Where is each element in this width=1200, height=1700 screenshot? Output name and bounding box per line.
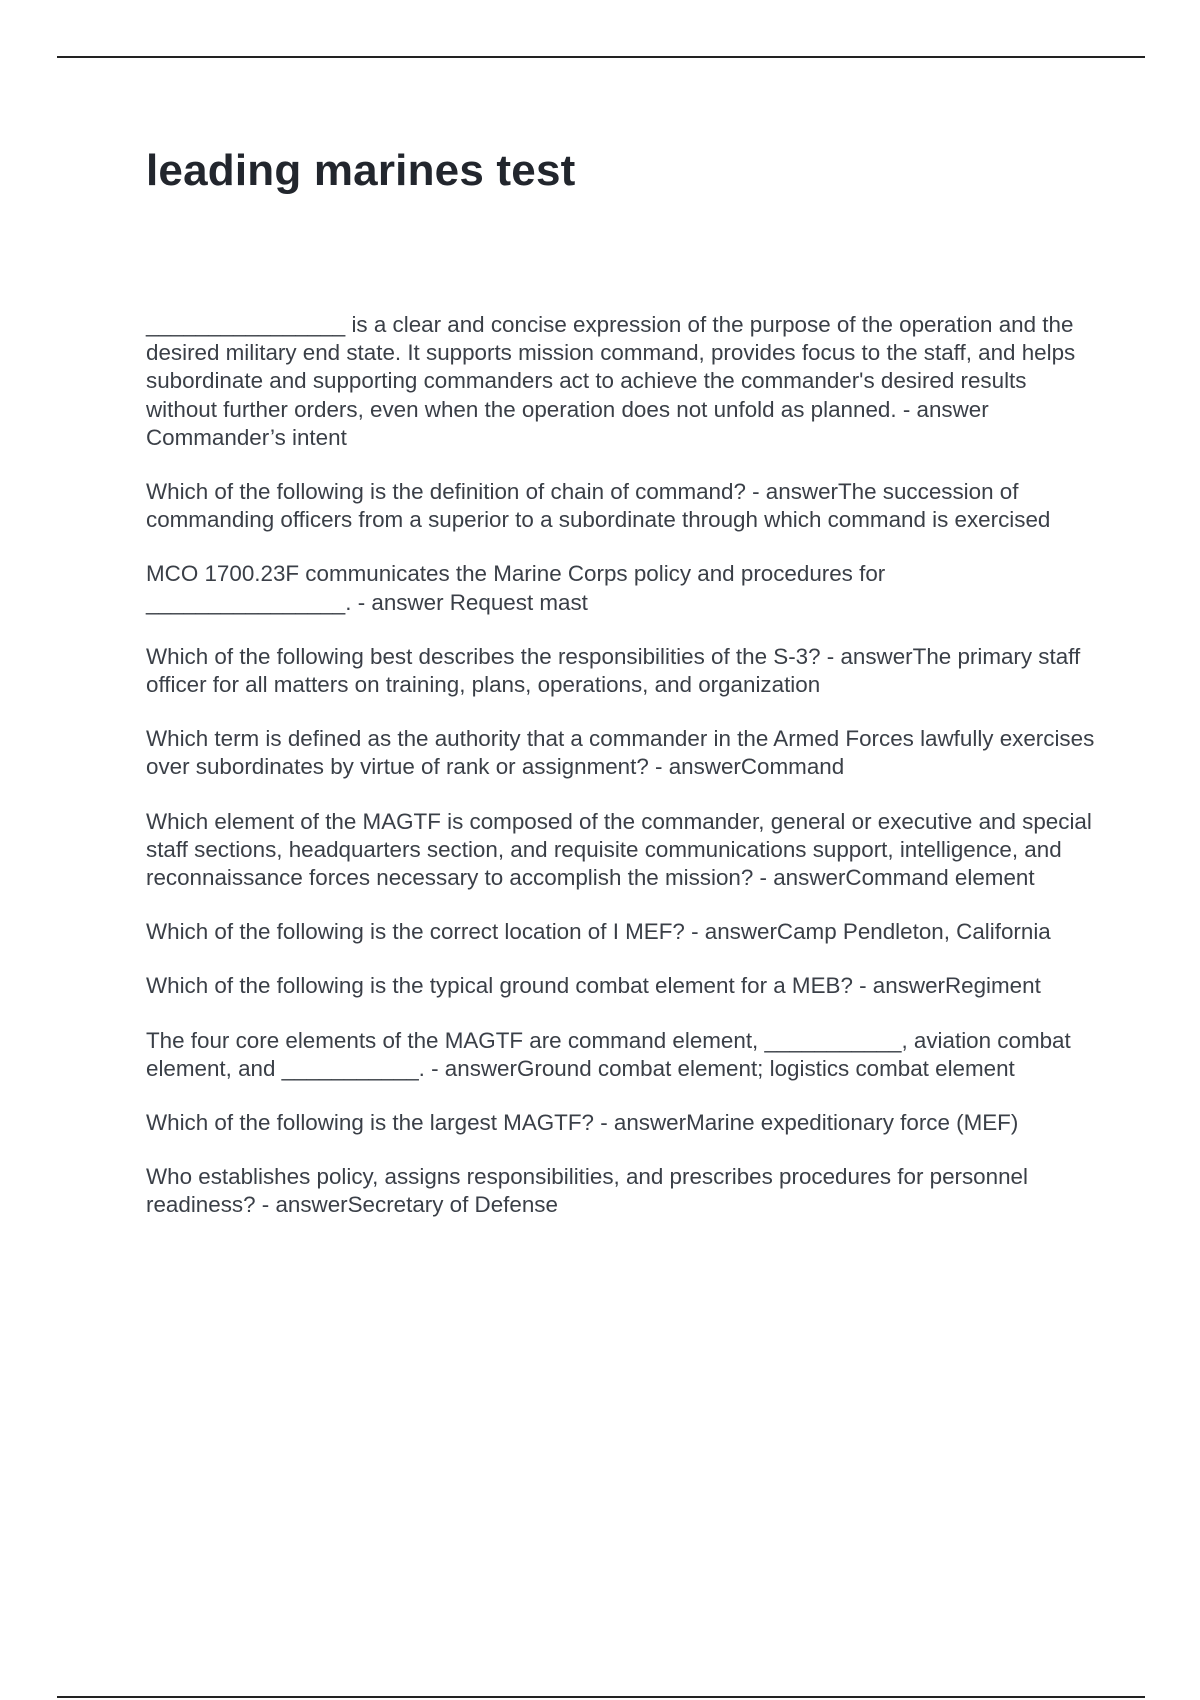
answer-text: - answerMarine expeditionary force (MEF) — [594, 1110, 1019, 1136]
qa-item — [146, 1163, 1096, 1219]
document-title: leading marines test — [146, 146, 576, 195]
question-text: The four core elements of the MAGTF are command element, ___________, aviation combat element, and ___________. — [146, 1027, 1071, 1081]
question-text: MCO 1700.23F communicates the Marine Corps policy and procedures for ________________. — [146, 561, 886, 615]
header-divider — [57, 56, 1145, 58]
question-list — [146, 311, 1096, 1246]
answer-text: - answerGround combat element; logistics combat element — [424, 1055, 1015, 1081]
qa-item — [146, 972, 1096, 1000]
question-text: Which element of the MAGTF is composed of the commander, general or executive and special staff sections, headquarters section, and requisite communications support, intelligence, and reconnaissance forces necessary to accomplish the mission? — [146, 808, 1092, 891]
question-text: Which of the following is the correct location of I MEF? — [146, 919, 685, 945]
answer-text: - answerThe succession of commanding officers from a superior to a subordinate through which command is exercised — [146, 479, 1051, 533]
answer-text: - answer Request mast — [351, 589, 588, 615]
question-text: Which of the following is the typical ground combat element for a MEB? — [146, 973, 853, 999]
qa-item — [146, 918, 1096, 946]
answer-text: - answerSecretary of Defense — [255, 1192, 558, 1218]
answer-text: - answerCamp Pendleton, California — [684, 919, 1051, 945]
answer-text: - answerThe primary staff officer for all matters on training, plans, operations, and organization — [146, 643, 1081, 698]
question-text: Who establishes policy, assigns responsibilities, and prescribes procedures for personnel readiness? — [146, 1164, 1028, 1218]
question-text: Which of the following is the largest MAGTF? — [146, 1110, 594, 1136]
qa-item — [146, 311, 1096, 452]
qa-item — [146, 1027, 1096, 1083]
question-text: Which of the following is the definition of chain of command? — [146, 479, 746, 505]
question-text: ________________ is a clear and concise expression of the purpose of the operation and the desired military end state. It supports mission command, provides focus to the staff, and helps subordinate and supporting commanders act to achieve the commander's desired results without further orders, even when the operation does not unfold as planned. — [146, 312, 1076, 422]
question-text: Which of the following best describes the responsibilities of the S-3? — [146, 643, 821, 669]
qa-item — [146, 725, 1096, 781]
qa-item — [146, 643, 1096, 699]
answer-text: - answer Commander’s intent — [146, 396, 989, 450]
qa-item — [146, 478, 1096, 534]
question-text: Which term is defined as the authority that a commander in the Armed Forces lawfully exercises over subordinates by virtue of rank or assignment? — [146, 726, 1095, 780]
qa-item — [146, 560, 1096, 616]
answer-text: - answerCommand — [648, 754, 845, 780]
answer-text: - answerRegiment — [852, 973, 1041, 999]
answer-text: - answerCommand element — [753, 865, 1035, 891]
qa-item — [146, 808, 1096, 893]
qa-item — [146, 1109, 1096, 1137]
footer-divider — [57, 1696, 1145, 1698]
